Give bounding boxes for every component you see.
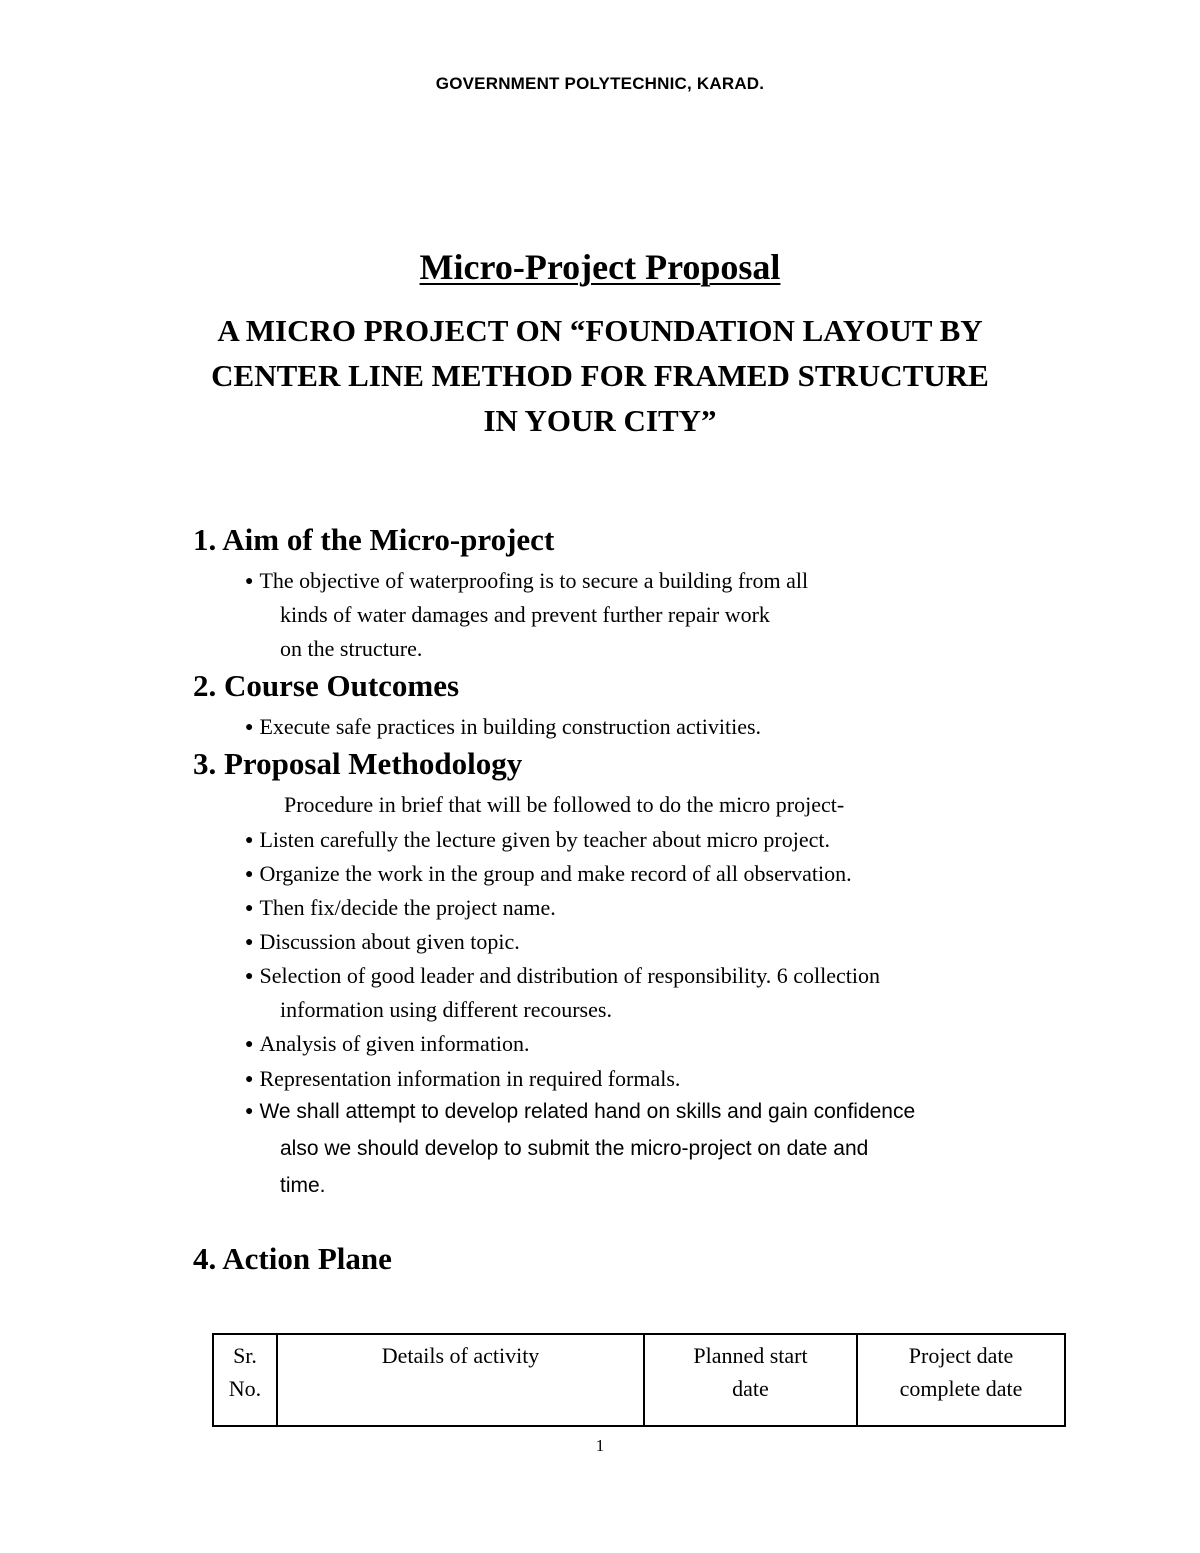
section-heading-action-plan: 4. Action Plane bbox=[193, 1241, 392, 1276]
aim-bullet bbox=[245, 568, 808, 594]
methodology-bullet bbox=[245, 929, 520, 955]
methodology-bullet bbox=[245, 1066, 680, 1092]
outcome-bullet-text: Execute safe practices in building construction activities. bbox=[259, 714, 762, 739]
outcome-bullet bbox=[245, 714, 761, 740]
bullet-text: Organize the work in the group and make record of all observation. bbox=[259, 861, 852, 886]
bullet-icon: ● bbox=[245, 935, 254, 950]
methodology-bullet-continuation: also we should develop to submit the micro-project on date and bbox=[280, 1137, 869, 1160]
methodology-bullet bbox=[245, 895, 556, 921]
aim-bullet-continuation: kinds of water damages and prevent further repair work bbox=[280, 602, 770, 627]
bullet-icon: ● bbox=[245, 720, 254, 735]
header-text: Sr. bbox=[233, 1343, 257, 1368]
methodology-bullet bbox=[245, 827, 830, 853]
page-title: Micro-Project Proposal bbox=[419, 247, 781, 287]
methodology-bullet-continuation: time. bbox=[280, 1174, 326, 1197]
header-text: complete date bbox=[899, 1376, 1023, 1401]
bullet-icon: ● bbox=[245, 867, 254, 882]
bullet-icon: ● bbox=[245, 574, 254, 589]
header-text: Planned start bbox=[693, 1343, 808, 1368]
header-planned-start bbox=[644, 1334, 857, 1426]
project-subtitle bbox=[100, 308, 1100, 443]
page-number: 1 bbox=[595, 1436, 605, 1455]
section-heading-aim: 1. Aim of the Micro-project bbox=[193, 522, 555, 557]
section-heading-methodology: 3. Proposal Methodology bbox=[193, 746, 523, 781]
subtitle-line: A MICRO PROJECT ON “FOUNDATION LAYOUT BY bbox=[217, 313, 983, 348]
bullet-text: Then fix/decide the project name. bbox=[259, 895, 556, 920]
header-details bbox=[277, 1334, 644, 1426]
action-plan-table bbox=[212, 1333, 1066, 1427]
bullet-text: Analysis of given information. bbox=[259, 1031, 530, 1056]
bullet-icon: ● bbox=[245, 833, 254, 848]
bullet-icon: ● bbox=[245, 901, 254, 916]
institution-header: GOVERNMENT POLYTECHNIC, KARAD. bbox=[435, 74, 765, 93]
methodology-intro: Procedure in brief that will be followed to do the micro project- bbox=[284, 792, 845, 817]
methodology-bullet bbox=[245, 1100, 915, 1124]
header-project-complete bbox=[857, 1334, 1065, 1426]
table-header-row bbox=[213, 1334, 1065, 1426]
section-heading-outcomes: 2. Course Outcomes bbox=[193, 668, 460, 703]
bullet-icon: ● bbox=[245, 969, 254, 984]
aim-bullet-text: The objective of waterproofing is to secure a building from all bbox=[259, 568, 809, 593]
header-text: Project date bbox=[908, 1343, 1014, 1368]
header-text: Details of activity bbox=[381, 1343, 540, 1368]
methodology-bullet bbox=[245, 1031, 530, 1057]
methodology-bullet-continuation: information using different recourses. bbox=[280, 997, 612, 1022]
bullet-icon: ● bbox=[245, 1072, 254, 1087]
bullet-text: Discussion about given topic. bbox=[259, 929, 520, 954]
header-sr-no bbox=[213, 1334, 277, 1426]
bullet-text: Representation information in required formals. bbox=[259, 1066, 681, 1091]
header-text: date bbox=[732, 1376, 769, 1401]
methodology-bullet bbox=[245, 861, 852, 887]
bullet-text: We shall attempt to develop related hand on skills and gain confidence bbox=[259, 1100, 916, 1123]
subtitle-line: IN YOUR CITY” bbox=[483, 403, 717, 438]
aim-bullet-continuation: on the structure. bbox=[280, 636, 423, 661]
bullet-icon: ● bbox=[245, 1102, 254, 1118]
bullet-icon: ● bbox=[245, 1037, 254, 1052]
bullet-text: Listen carefully the lecture given by teacher about micro project. bbox=[259, 827, 830, 852]
methodology-bullet bbox=[245, 963, 880, 989]
subtitle-line: CENTER LINE METHOD FOR FRAMED STRUCTURE bbox=[211, 358, 989, 393]
bullet-text: Selection of good leader and distribution of responsibility. 6 collection bbox=[259, 963, 881, 988]
header-text: No. bbox=[228, 1376, 262, 1401]
